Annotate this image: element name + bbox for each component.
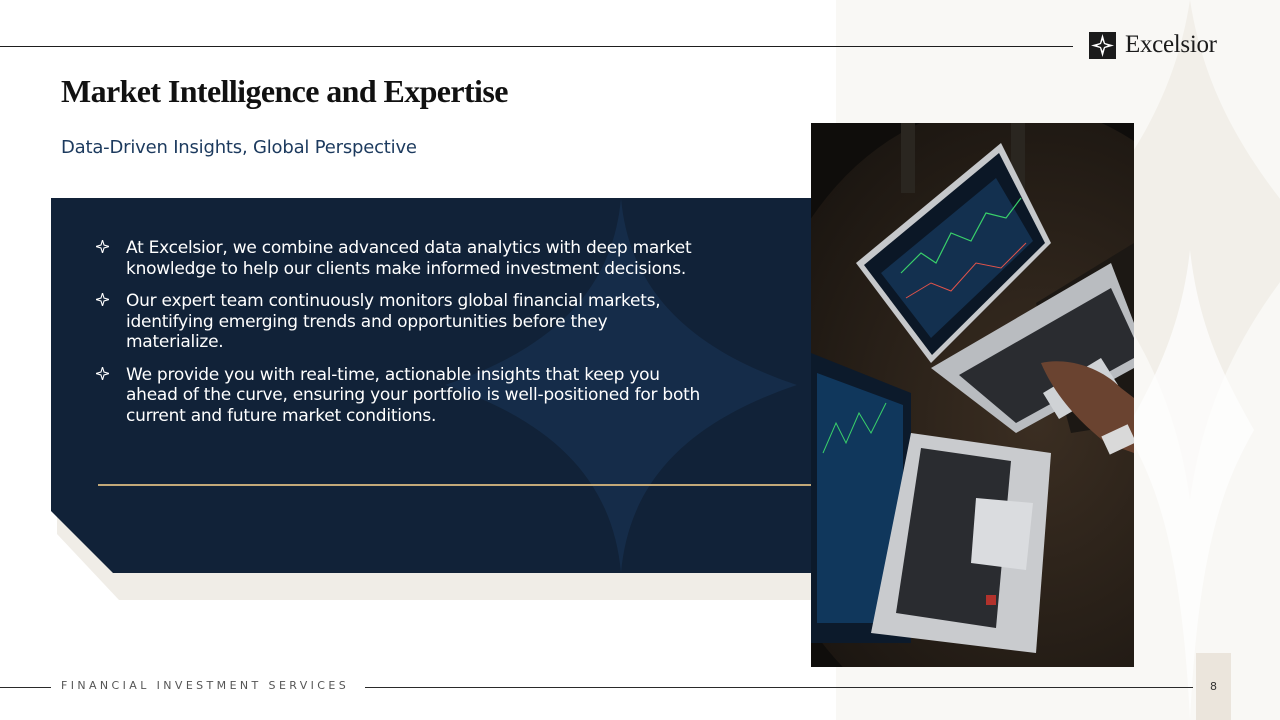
page-number-box: [1196, 653, 1231, 720]
bullet-text: Our expert team continuously monitors global financial markets, identifying emerging trends and opportunities before they materialize.: [126, 291, 661, 352]
brand-logo: [1089, 31, 1217, 59]
four-point-star-icon: [96, 367, 109, 380]
slide-title: Market Intelligence and Expertise: [61, 73, 508, 109]
four-point-star-icon: [96, 293, 109, 306]
bullet-text: We provide you with real-time, actionable insights that keep you ahead of the curve, ensuring your portfolio is well-positioned for both current and future market conditions.: [126, 364, 701, 426]
page-number: 8: [1210, 680, 1217, 693]
diamond-star-logo-icon: [1089, 32, 1116, 59]
brand-name: Excelsior: [1125, 31, 1217, 58]
bullet-item: [96, 291, 706, 353]
top-divider: [0, 46, 1073, 47]
bullet-item: [96, 238, 706, 279]
footer-divider-right: [365, 687, 1193, 688]
footer-divider-left: [0, 687, 51, 688]
bullet-list: [96, 238, 706, 438]
slide-subtitle: Data-Driven Insights, Global Perspective: [61, 137, 417, 158]
bullet-item: [96, 365, 706, 427]
bullet-text: At Excelsior, we combine advanced data analytics with deep market knowledge to help our clients make informed investment decisions.: [126, 238, 692, 279]
footer-label: FINANCIAL INVESTMENT SERVICES: [61, 679, 350, 692]
gold-accent-line: [98, 484, 811, 486]
four-point-star-icon: [96, 240, 109, 253]
laptops-trading-photo: [811, 123, 1134, 667]
